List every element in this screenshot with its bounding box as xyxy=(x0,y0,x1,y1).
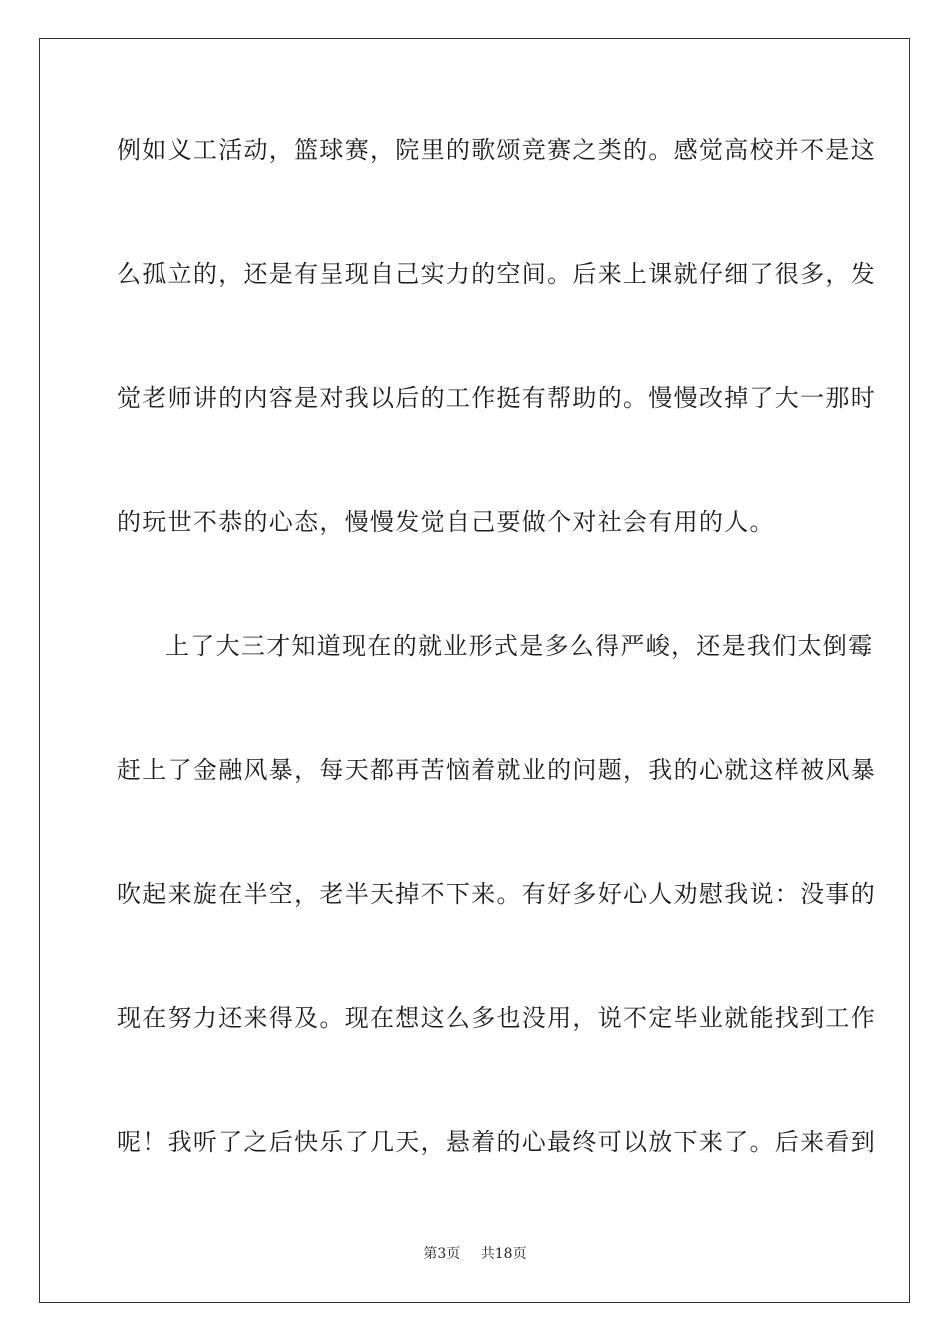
paragraph-line: 吹起来旋在半空，老半天掉不下来。有好多好心人劝慰我说：没事的 xyxy=(117,880,876,908)
paragraph-line: 上了大三才知道现在的就业形式是多么得严峻，还是我们太倒霉 xyxy=(165,632,874,660)
paragraph-line: 现在努力还来得及。现在想这么多也没用，说不定毕业就能找到工作 xyxy=(117,1004,876,1032)
page-number: 第3页 xyxy=(423,1246,461,1262)
paragraph-line: 么孤立的，还是有呈现自己实力的空间。后来上课就仔细了很多，发 xyxy=(117,260,876,288)
paragraph-line: 的玩世不恭的心态，慢慢发觉自己要做个对社会有用的人。 xyxy=(117,508,775,536)
paragraph-line: 赶上了金融风暴，每天都再苦恼着就业的问题，我的心就这样被风暴 xyxy=(117,756,876,784)
page-border xyxy=(39,38,910,1303)
paragraph-line: 例如义工活动，篮球赛，院里的歌颂竞赛之类的。感觉高校并不是这 xyxy=(117,136,876,164)
page-total: 共18页 xyxy=(480,1246,527,1262)
paragraph-line: 呢！我听了之后快乐了几天，悬着的心最终可以放下来了。后来看到 xyxy=(117,1128,876,1156)
paragraph-line: 觉老师讲的内容是对我以后的工作挺有帮助的。慢慢改掉了大一那时 xyxy=(117,384,876,412)
page-footer xyxy=(0,1244,950,1264)
